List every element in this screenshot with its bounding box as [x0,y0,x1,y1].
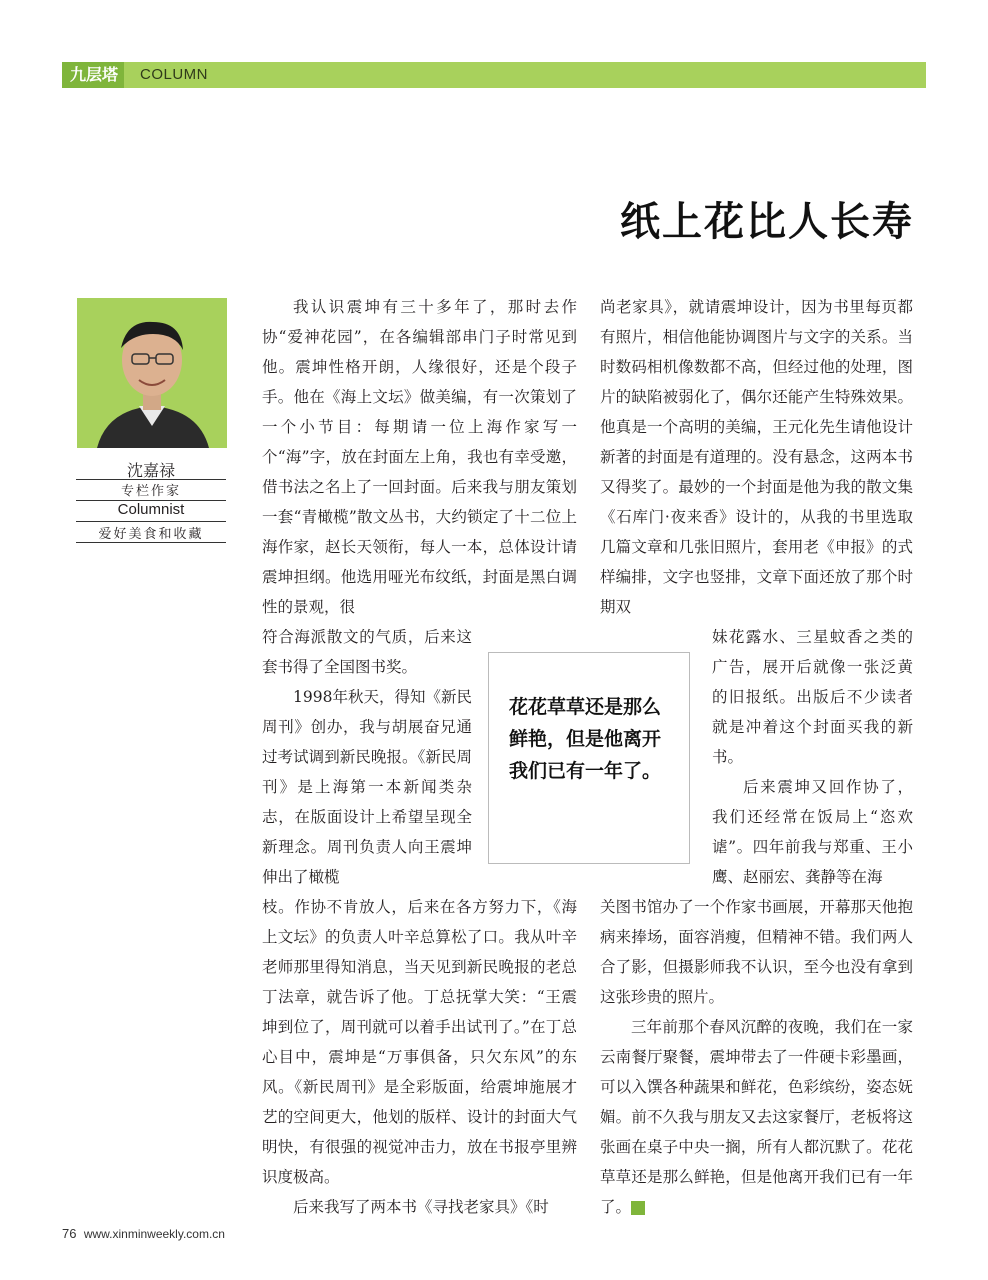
body-column-1-top [262,292,577,630]
body-column-2-top [600,292,913,622]
column-header-bar [62,62,926,88]
author-photo [77,298,227,448]
paragraph [600,1012,913,1222]
body-column-2-wrap-a [712,622,913,772]
author-hobby: 爱好美食和收藏 [98,527,204,542]
body-column-2-bottom [600,892,913,1222]
body-column-1-wrap-a [262,622,472,682]
paragraph: 我认识震坤有三十多年了，那时去作协“爱神花园”，在各编辑部串门子时常见到他。震坤性格开朗，人缘很好，还是个段子手。他在《海上文坛》做美编，有一次策划了一个小节目：每期请一位上海作家写一个“海”字，放在封面左上角，我也有幸受邀，借书法之名上了一回封面。后来我与朋友策划一套“青橄榄”散文丛书，大约锁定了十二位上海作家，赵长天领衔，每人一本，总体设计请震坤担纲。他选用哑光布纹纸，封面是黑白调性的景观，很 [262,298,577,616]
website-url: www.xinminweekly.com.cn [83,1227,225,1241]
author-column-label: Columnist [117,501,185,518]
column-label: COLUMN [140,66,209,83]
article-title: 纸上花比人长寿 [620,198,914,245]
body-column-2-wrap-b [712,772,913,892]
page-number: 76 [62,1226,77,1241]
pull-quote-text: 花花草草还是那么鲜艳，但是他离开我们已有一年了。 [509,696,662,782]
paragraph: 关图书馆办了一个作家书画展，开幕那天他抱病来捧场，面容消瘦，但精神不错。我们两人合了影，但摄影师我不认识，至今也没有拿到这张珍贵的照片。 [600,898,913,1006]
author-divider [76,542,226,543]
body-column-1-bottom [262,892,577,1216]
pull-quote-box [488,652,690,864]
body-column-1-wrap-b [262,682,472,892]
author-portrait-illustration [77,298,227,448]
end-mark-icon: 民 [631,1201,645,1215]
paragraph: 枝。作协不肯放人，后来在各方努力下，《海上文坛》的负责人叶辛总算松了口。我从叶辛老师那里得知消息，当天见到新民晚报的老总丁法章，就告诉了他。丁总抚掌大笑：“王震坤到位了，周刊就可以着手出试刊了。”在丁总心目中，震坤是“万事俱备，只欠东风”的东风。《新民周刊》是全彩版面，给震坤施展才艺的空间更大，他划的版样、设计的封面大气明快，有很强的视觉冲击力，放在书报亭里辨识度极高。 [262,898,577,1186]
paragraph-text: 三年前那个春风沉醉的夜晚，我们在一家云南餐厅聚餐，震坤带去了一件硬卡彩墨画，可以入馔各种蔬果和鲜花，色彩缤纷，姿态妩媚。前不久我与朋友又去这家餐厅，老板将这张画在桌子中央一搁，所有人都沉默了。花花草草还是那么鲜艳，但是他离开我们已有一年了。 [600,1018,913,1216]
paragraph: 后来我写了两本书《寻找老家具》《时 [293,1198,549,1216]
paragraph: 后来震坤又回作协了，我们还经常在饭局上“恣欢谑”。四年前我与郑重、王小鹰、赵丽宏、龚静等在海 [712,778,913,886]
column-tag: 九层塔 [62,62,124,88]
author-role: 专栏作家 [120,484,181,499]
author-name: 沈嘉禄 [126,461,175,480]
paragraph: 妹花露水、三星蚊香之类的广告，展开后就像一张泛黄的旧报纸。出版后不少读者就是冲着这个封面买我的新书。 [712,628,913,766]
paragraph: 符合海派散文的气质，后来这套书得了全国图书奖。 [262,628,472,676]
paragraph: 1998年秋天，得知《新民周刊》创办，我与胡展奋兄通过考试调到新民晚报。《新民周刊》是上海第一本新闻类杂志，在版面设计上希望呈现全新理念。周刊负责人向王震坤伸出了橄榄 [262,688,472,886]
page-footer [62,1226,225,1241]
author-divider [76,521,226,522]
paragraph: 尚老家具》，就请震坤设计，因为书里每页都有照片，相信他能协调图片与文字的关系。当时数码相机像数都不高，但经过他的处理，图片的缺陷被弱化了，偶尔还能产生特殊效果。他真是一个高明的美编，王元化先生请他设计新著的封面是有道理的。没有悬念，这两本书又得奖了。最妙的一个封面是他为我的散文集《石库门·夜来香》设计的，从我的书里选取几篇文章和几张旧照片，套用老《申报》的式样编排，文字也竖排，文章下面还放了那个时期双 [600,298,913,616]
